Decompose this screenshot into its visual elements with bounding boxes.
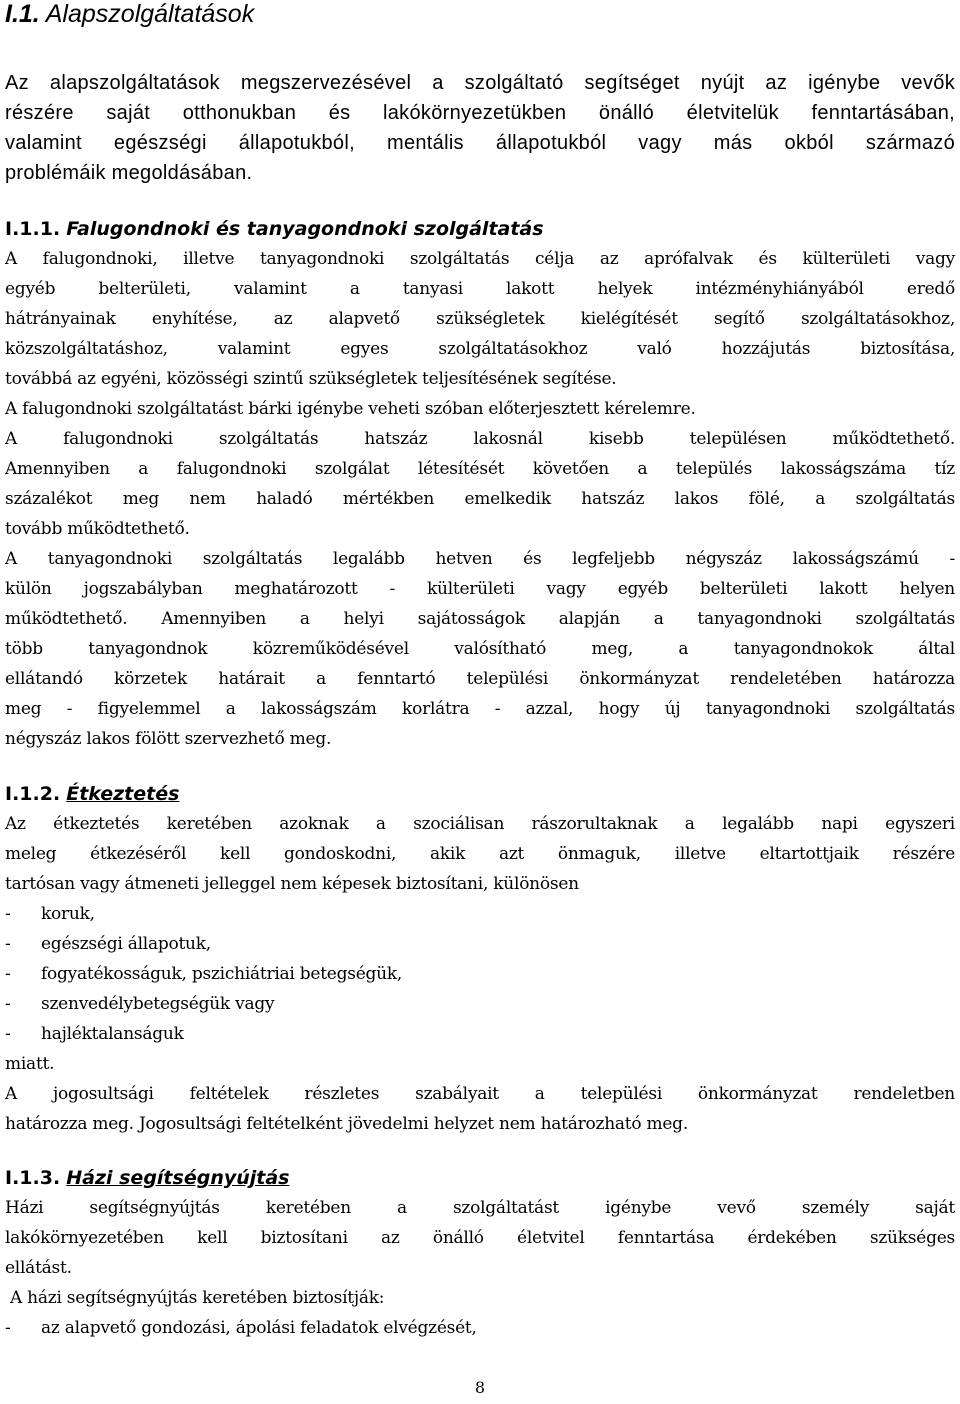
text-line: egyéb belterületi, valamint a tanyasi lakott helyek intézményhiányából eredő (5, 279, 955, 299)
paragraph-etkeztetes (5, 809, 955, 899)
list-dash: - (5, 1024, 11, 1044)
paragraph-hazi-segitsegnyujtas (5, 1193, 955, 1283)
text-line: valamint egészségi állapotukból, mentális állapotukból vagy más okból származó (5, 132, 955, 154)
text-line: külön jogszabályban meghatározott - külterületi vagy egyéb belterületi lakott helyen (5, 579, 955, 599)
list-dash: - (5, 964, 11, 984)
text-line: tartósan vagy átmeneti jelleggel nem képesek biztosítani, különösen (5, 874, 579, 894)
text-line: Házi segítségnyújtás keretében a szolgáltatást igénybe vevő személy saját (5, 1198, 955, 1218)
text-line: meg - figyelemmel a lakosságszám korlátra - azzal, hogy új tanyagondnoki szolgáltatás (5, 699, 955, 719)
subsection-title: Étkeztetés (66, 783, 180, 805)
list-dash: - (5, 1318, 11, 1338)
text-line: ellátást. (5, 1258, 72, 1278)
list-item-text: koruk, (41, 904, 95, 924)
text-line: A jogosultsági feltételek részletes szabályait a települési önkormányzat rendeletben (5, 1084, 955, 1104)
list-item-text: az alapvető gondozási, ápolási feladatok elvégzését, (41, 1318, 477, 1338)
subsection-number: I.1.1. (5, 218, 61, 240)
subsection-number: I.1.2. (5, 783, 61, 805)
subsection-heading-etkeztetes (5, 779, 955, 809)
list-dash: - (5, 904, 11, 924)
text-line: működtethető. Amennyiben a helyi sajátosságok alapján a tanyagondnoki szolgáltatás (5, 609, 955, 629)
list-etkeztetes-conditions (5, 899, 955, 1079)
text-line: négyszáz lakos fölött szervezhető meg. (5, 729, 332, 749)
list-item-text: szenvedélybetegségük vagy (41, 994, 275, 1014)
list-dash: - (5, 994, 11, 1014)
text-line: ellátandó körzetek határait a fenntartó települési önkormányzat rendeletében határozza (5, 669, 955, 689)
list-item-text: egészségi állapotuk, (41, 934, 211, 954)
subsection-title: Falugondnoki és tanyagondnoki szolgáltatás (66, 218, 544, 240)
page-number: 8 (474, 1378, 486, 1397)
section-number: I.1. (5, 0, 40, 28)
list-item (5, 959, 955, 989)
subsection-heading-hazi-segitsegnyujtas (5, 1163, 955, 1193)
subsection-title: Házi segítségnyújtás (66, 1167, 290, 1189)
list-item (5, 1313, 955, 1343)
text-line: miatt. (5, 1054, 55, 1074)
subsection-heading-falugondnoki (5, 214, 955, 244)
text-line: problémáik megoldásában. (5, 162, 253, 184)
text-line: határozza meg. Jogosultsági feltételként jövedelmi helyzet nem határozható meg. (5, 1114, 688, 1134)
paragraph-tanyagondnoki (5, 544, 955, 754)
text-line: A tanyagondnoki szolgáltatás legalább hetven és legfeljebb négyszáz lakosságszámú - (5, 549, 955, 569)
list-item (5, 1019, 955, 1049)
intro-paragraph (5, 68, 955, 188)
text-line: A falugondnoki szolgáltatás hatszáz lakosnál kisebb településen működtethető. (5, 429, 955, 449)
list-item (5, 989, 955, 1019)
document-page (5, 0, 955, 1343)
paragraph-falugondnoki-request (5, 394, 955, 424)
text-line: A falugondnoki, illetve tanyagondnoki szolgáltatás célja az aprófalvak és külterületi vagy (5, 249, 955, 269)
text-line: Az alapszolgáltatások megszervezésével a szolgáltató segítséget nyújt az igénybe vevők (5, 72, 955, 94)
text-line: közszolgáltatáshoz, valamint egyes szolgáltatásokhoz való hozzájutás biztosítása, (5, 339, 955, 359)
text-line: részére saját otthonukban és lakókörnyezetükben önálló életvitelük fenntartásában, (5, 102, 955, 124)
paragraph-etkeztetes-eligibility (5, 1079, 955, 1139)
section-heading (5, 0, 955, 28)
list-dash: - (5, 934, 11, 954)
paragraph-falugondnoki-purpose (5, 244, 955, 394)
text-line: több tanyagondnok közreműködésével valósítható meg, a tanyagondnokok által (5, 639, 955, 659)
text-line: továbbá az egyéni, közösségi szintű szükségletek teljesítésének segítése. (5, 369, 617, 389)
list-item-text: hajléktalanságuk (41, 1024, 184, 1044)
text-line: lakókörnyezetében kell biztosítani az önálló életvitel fenntartása érdekében szükséges (5, 1228, 955, 1248)
paragraph-falugondnoki-population (5, 424, 955, 544)
text-line: Amennyiben a falugondnoki szolgálat létesítését követően a település lakosságszáma tíz (5, 459, 955, 479)
subsection-number: I.1.3. (5, 1167, 61, 1189)
text-line: százalékot meg nem haladó mértékben emelkedik hatszáz lakos fölé, a szolgáltatás (5, 489, 955, 509)
paragraph-hazi-segitsegnyujtas-provides (5, 1283, 955, 1343)
text-line: Az étkeztetés keretében azoknak a szociálisan rászorultaknak a legalább napi egyszeri (5, 814, 955, 834)
list-item (5, 929, 955, 959)
text-line: hátrányainak enyhítése, az alapvető szükségletek kielégítését segítő szolgáltatásokhoz, (5, 309, 955, 329)
text-line: tovább működtethető. (5, 519, 190, 539)
text-line: A falugondnoki szolgáltatást bárki igénybe veheti szóban előterjesztett kérelemre. (5, 399, 696, 419)
list-item-text: fogyatékosságuk, pszichiátriai betegségük, (41, 964, 403, 984)
list-item (5, 899, 955, 929)
section-title: Alapszolgáltatások (45, 0, 255, 28)
text-line: meleg étkezéséről kell gondoskodni, akik azt önmaguk, illetve eltartottjaik részére (5, 844, 955, 864)
text-line: A házi segítségnyújtás keretében biztosítják: (10, 1288, 385, 1308)
